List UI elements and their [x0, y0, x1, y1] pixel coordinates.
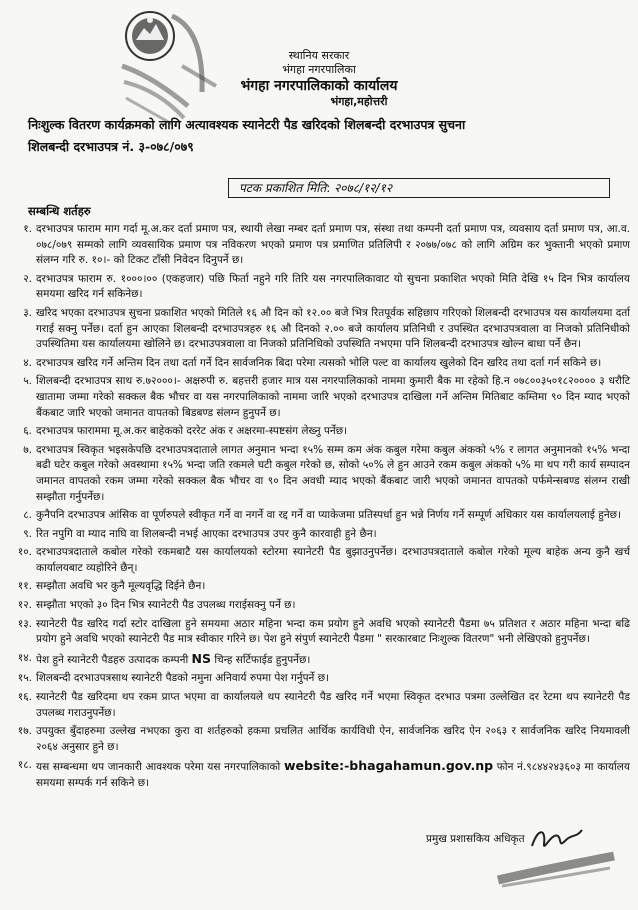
item-text: दरभाउपत्र फाराममा मू.अ.कर बाहेकको दररेट अंक र अक्षरमा-स्पष्टसंग लेख्नु पर्नेछ। — [36, 425, 348, 438]
signatory-title: प्रमुख प्रशासकिय अधिकृत — [426, 833, 525, 845]
item-text-part: चिन्ह सर्टिफाईड हुनुपर्नेछ। — [211, 653, 311, 666]
item-number: ४. — [23, 356, 32, 369]
conditions-list — [8, 222, 630, 795]
publication-date-box — [228, 178, 610, 198]
item-text: खरिद भएका दरभाउपत्र सुचना प्रकाशित भएको मितिले १६ औ दिन को १२.०० बजे भित्र रितपूर्वक सहिछाप गरिएको शिलबन्दी दरभाउपत्र यस कार्यालयमा दर्ता गराई सक्नु पर्नेछ। दर्ता हुन आएका शिलबन्दी दरभाउपत्रहरु १६ औ दिनको २.०० बजे कार्यालय प्रतिनिधी र उपस्थित दरभाउपत्रवाला वा निजको प्रतिनिधीको उपस्थितिमा यस कार्यालयमा खोलिने छ। दरभाउपत्रवाला वा निजको प्रतिनिधिको उपस्थिति नभएमा पनि शिलबन्दी दरभाउपत्र खोल्न बाधा पर्ने छैन। — [36, 306, 630, 351]
item-number: १६. — [17, 691, 32, 704]
item-number: ८. — [23, 509, 32, 522]
ns-mark: NS — [191, 650, 211, 666]
item-number: १८. — [17, 759, 32, 772]
item-text: सम्झौता भएको ३० दिन भित्र स्यानेटरी पैड उपलब्ध गराईसक्नु पर्ने छ। — [36, 599, 296, 612]
list-item — [8, 424, 630, 440]
item-number: १७. — [17, 725, 32, 738]
item-text: स्यानेटरी पैड खरिदमा थप रकम प्राप्त भएमा वा कार्यालयले थप स्यानेटरी पैड खरिद गर्ने भएमा स्विकृत दरभाउ पत्रमा उल्लेखित दर रेटमा थप स्यानेटरी पैड उपलब्ध गराउनुपर्नेछ। — [36, 691, 630, 719]
list-item — [8, 527, 630, 543]
item-number: १०. — [17, 546, 32, 559]
item-number: ७. — [23, 443, 32, 456]
list-item — [8, 617, 630, 648]
list-item — [8, 690, 630, 721]
notice-reference: शिलबन्दी दरभाउपत्र नं. ३-०७८/०७९ — [28, 139, 194, 154]
item-text: शिलबन्दी दरभाउपत्रसाथ स्यानेटरी पैडको नमुना अनिवार्य रुपमा पेश गर्नुपर्ने छ। — [36, 672, 330, 685]
item-number: ५. — [23, 375, 32, 388]
list-item — [8, 758, 630, 791]
list-item — [8, 671, 630, 687]
item-number: ६. — [23, 425, 32, 438]
publication-date: २०७८/१२/१२ — [334, 181, 393, 195]
header-line-1: स्थानिय सरकार — [288, 49, 350, 62]
officer-stamp-icon — [492, 850, 620, 890]
website-link[interactable]: website:-bhagahamun.gov.np — [283, 758, 494, 774]
item-text — [36, 651, 630, 669]
publication-colon: : — [326, 181, 335, 195]
item-text: दरभाउपत्र स्विकृत भइसकेपछि दरभाउपत्रदाताले लागत अनुमान भन्दा १५% सम्म कम अंक कबुल गरेमा कबुल अंकको ५% र लागत अनुमानको १५% भन्दा बढी घटेर कबुल गरेको अवस्थामा १५% भन्दा जति रकमले घटी कबुल गरेको छ, सोको ५०% ले हुन आउने रकम कबुल अंकको ५% मा थप गरी कार्य सम्पादन जमानत वापतको रकम जम्मा गरेको सक्कल बैक भौचर वा ९० दिन अवधी म्याद भएको बैंकबाट जारी भएको जमानत वापतको पर्फमेन्सबण्ड संलग्न राखी सम्झौता गर्नुपर्नेछ। — [36, 443, 630, 503]
list-item — [8, 374, 630, 421]
office-location: भंगहा,महोत्तरी — [330, 95, 388, 108]
item-text-part: यस सम्बन्धमा थप जानकारी आवश्यक परेमा यस नगरपालिकाको — [36, 761, 284, 774]
item-text: शिलबन्दी दरभाउपत्र साथ रु.७२०००।- अक्षरुपी रु. बहत्तरी हजार मात्र यस नगरपालिकाको नाममा कुमारी बैक मा रहेको हि.न ०७८००३५०१८२०००० ३ धरौटि खातामा जम्मा गरेको सक्कल बैक भौचर वा यस नगरपालिकाको नाममा जारि भएको दरभाउपत्र दाखिला गर्ने अन्तिम मितिबाट कम्तिमा ९० दिन म्याद भएको बैंकबाट जारि भएको जमानत वापतको बिडबण्ड संलग्न हुनुपर्ने छ। — [36, 375, 630, 419]
item-text: रित नपुगि वा म्याद नाघि वा शिलबन्दी नभई आएका दरभाउपत्र उपर कुनै कारवाही हुने छैन। — [36, 527, 377, 540]
list-item — [8, 272, 630, 303]
item-number: २. — [23, 272, 32, 285]
publication-label: पटक प्रकाशित मिति — [239, 181, 327, 195]
item-text-part: फोन नं.९८४४२४३६०३ मा कार्यालय समयमा सम्पर्क गर्न सकिने छ। — [36, 761, 630, 789]
item-number: १४. — [17, 651, 32, 664]
item-text — [36, 758, 630, 791]
conditions-heading: सम्बन्धि शर्तहरु — [28, 204, 91, 218]
list-item — [8, 651, 630, 669]
item-number: १२. — [17, 599, 32, 612]
list-item — [8, 306, 630, 353]
item-number: ३. — [23, 306, 32, 319]
item-number: १३. — [17, 617, 32, 630]
notice-title: निःशुल्क वितरण कार्यक्रमको लागि अत्यावश्यक स्यानेटरी पैड खरिदको शिलबन्दी दरभाउपत्र सुचना — [28, 117, 466, 132]
item-text: स्यानेटरी पैड खरिद गर्दा स्टोर दाखिला हुने समयमा अठार महिना भन्दा कम प्रयोग हुने अवधि भएको स्यानेटरी पैडमा ७५ प्रतिशत र अठार महिना भन्दा बढि प्रयोग हुने अवधि भएको स्यानेटरी पैड मात्र स्वीकार गरिने छ। पेश हुने संपुर्ण स्यानेटरी पैडमा " सरकारबाट निःशुल्क वितरण" भनी लेखिएको हुनुपर्नेछ। — [36, 617, 630, 646]
list-item — [8, 508, 630, 524]
item-text: उपयुक्त बुँदाहरुमा उल्लेख नभएका कुरा वा शर्तहरुको हकमा प्रचलित आर्थिक कार्यविधी ऐन, सार्वजनिक खरिद ऐन २०६३ र सार्वजनिक खरिद नियमावली २०६४ अनुसार हुने छ। — [36, 725, 630, 753]
list-item — [8, 443, 630, 505]
list-item — [8, 598, 630, 614]
officer-stamp — [492, 850, 620, 890]
item-number: १. — [23, 223, 32, 235]
item-text: दरभाउपत्रदाताले कबोल गरेको रकमबाटै यस कार्यालयको स्टोरमा स्यानेटरी पैड बुझाउनुपर्नेछ। दरभाउपत्रदाताले कबोल गरेको मूल्य बाहेक अन्य कुनै खर्च कार्यालयबाट व्यहोरिने छैन्। — [36, 546, 630, 574]
list-item — [8, 545, 630, 576]
item-text-part: पेश हुने स्यानेटरी पैडहरु उत्पादक कम्पनी — [36, 653, 192, 666]
item-number: ९. — [23, 527, 32, 540]
item-text: दरभाउपत्र खरिद गर्ने अन्तिम दिन तथा दर्ता गर्ने दिन सार्वजनिक बिदा परेमा त्यसको भोलि पल्ट वा कार्यालय खुलेको दिन खरिद तथा दर्ता गर्न सकिने छ। — [36, 356, 602, 369]
item-text: सम्झौता अवधि भर कुनै मूल्यवृद्धि दिईने छैन। — [36, 580, 206, 593]
list-item — [8, 579, 630, 595]
item-text: कुनैपनि दरभाउपत्र आंसिक वा पूर्णरुपले स्वीकृत गर्ने वा नगर्ने वा रद्द गर्ने वा प्याकेजमा प्रतिस्पर्धा हुन भन्ने निर्णय गर्ने सम्पूर्ण अधिकार यस कार्यालयलाई हुनेछ। — [36, 509, 621, 522]
item-number: १५. — [17, 672, 32, 685]
header-line-2: भंगहा नगरपालिका — [282, 63, 356, 76]
list-item — [8, 222, 630, 269]
list-item — [8, 356, 630, 372]
item-number: ११. — [17, 580, 32, 593]
office-name: भंगहा नगरपालिकाको कार्यालय — [240, 78, 398, 94]
list-item — [8, 724, 630, 755]
item-text: दरभाउपत्र फाराम माग गर्दा मू.अ.कर दर्ता प्रमाण पत्र, स्थायी लेखा नम्बर दर्ता प्रमाण पत्र, संस्था तथा कम्पनी दर्ता प्रमाण पत्र, व्यवसाय दर्ता प्रमाण पत्र, आ.व. ०७८/०७९ सम्मको लागि व्यवसायिक प्रमाण पत्र नविकरण भएको प्रमाण पत्र प्रमाणित प्रतिलिपी र २०७७/०७८ को लागि अग्रिम कर भुक्तानी भएको प्रमाण संलग्न गरि रु. १०।- को टिकट टाँसी निवेदन दिनुपर्ने छ। — [36, 223, 630, 267]
item-text: दरभाउपत्र फाराम रु. १०००।०० (एकहजार) पछि फिर्ता नहुने गरि तिरि यस नगरपालिकावाट यो सुचना प्रकाशित भएको मिति देखि १५ दिन भित्र कार्यालय समयमा खरिद गर्न सकिनेछ। — [36, 272, 630, 301]
